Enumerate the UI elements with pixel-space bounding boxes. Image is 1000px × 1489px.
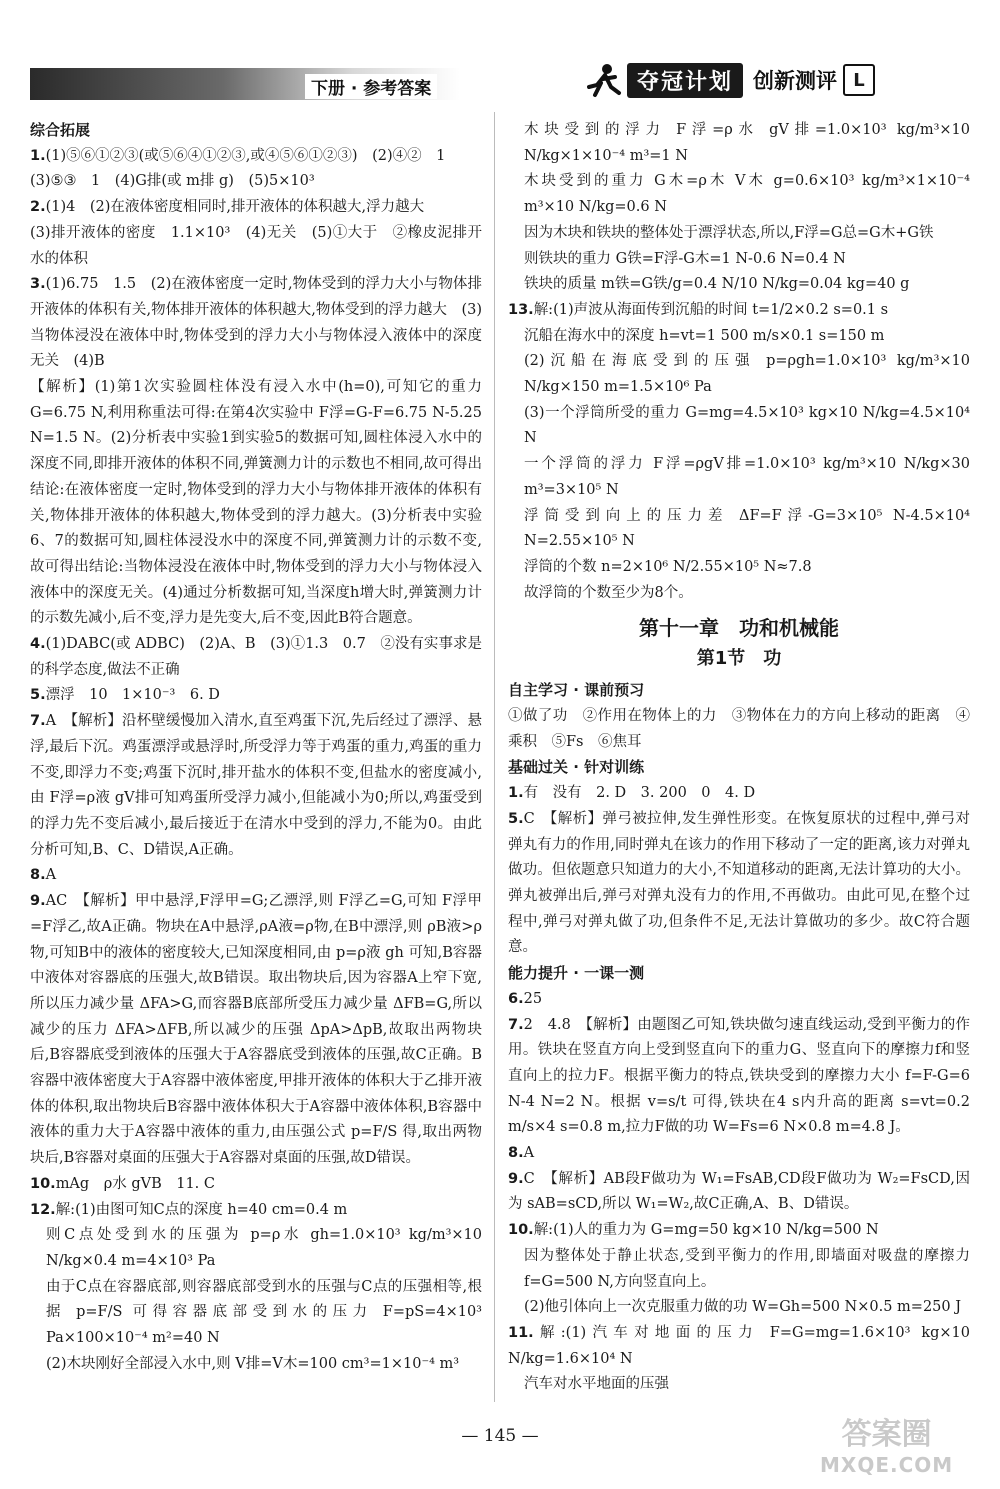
answer-item xyxy=(508,1013,970,1142)
answer-text: (1)⑤⑥①②③(或⑤⑥④①②③,或④⑤⑥①②③) (2)④② 1 xyxy=(45,147,446,164)
answer-number: 10. xyxy=(30,1175,56,1192)
answer-text: 解:(1)声波从海面传到沉船的时间 t=1/2×0.2 s=0.1 s xyxy=(533,301,889,318)
answer-item xyxy=(30,632,482,683)
answer-number: 1. xyxy=(30,147,46,164)
answer-text: C 【解析】弹弓被拉伸,发生弹性形变。在恢复原状的过程中,弹弓对弹丸有力的作用,同时弹丸在该力的作用下移动了一定的距离,该力对弹丸做功。但依题意只知道力的大小,不知道移动的距离,无法计算功的大小。弹丸被弹出后,弹弓对弹丸没有力的作用,不再做功。由此可见,在整个过程中,弹弓对弹丸做了功,但条件不足,无法计算做功的多少。故C符合题意。 xyxy=(508,810,970,956)
answer-item xyxy=(508,1218,970,1244)
answer-text: mAg ρ水 gVB 11. C xyxy=(55,1175,215,1192)
answer-number: 12. xyxy=(30,1201,56,1218)
answer-item xyxy=(508,987,970,1013)
runner-logo-icon xyxy=(585,61,623,99)
answer-number: 9. xyxy=(508,1170,524,1187)
section-heading: 基础过关 · 针对训练 xyxy=(508,758,645,777)
answer-number: 6. xyxy=(508,990,524,1007)
answer-item xyxy=(30,683,482,709)
answer-text: A 【解析】沿杯壁缓慢加入清水,直至鸡蛋下沉,先后经过了漂浮、悬浮,最后下沉。鸡蛋漂浮或悬浮时,所受浮力等于鸡蛋的重力,鸡蛋的重力不变,即浮力不变;鸡蛋下沉时,排开盐水的体积不变,但盐水的密度减小,由 F浮=ρ液 gV排可知鸡蛋所受浮力减小,但能减小为0;所以,鸡蛋受到的浮力先不变后减小,最后接近于在清水中受到的浮力,不能为0。由此分析可知,B、C、D错误,A正确。 xyxy=(30,713,482,858)
answer-number: 10. xyxy=(508,1222,534,1239)
answer-continuation: (3)一个浮筒所受的重力 G=mg=4.5×10³ kg×10 N/kg=4.5×10⁴ N xyxy=(524,404,970,447)
answer-item xyxy=(30,889,482,1172)
watermark-text: 答案圈 xyxy=(841,1417,932,1452)
answer-item xyxy=(30,863,482,889)
column-divider xyxy=(494,112,495,1402)
chapter-title: 第十一章 功和机械能 xyxy=(639,616,839,641)
brand-logo xyxy=(585,60,875,100)
answer-text: 有 没有 2. D 3. 200 0 4. D xyxy=(523,785,756,802)
answer-number: 2. xyxy=(30,199,46,216)
watermark-url: MXQE.COM xyxy=(820,1453,954,1477)
answer-item xyxy=(508,1141,970,1167)
answer-text: A xyxy=(523,1145,535,1162)
section-heading: 能力提升 · 一课一测 xyxy=(508,964,645,983)
answer-item xyxy=(508,298,970,324)
answer-item xyxy=(30,709,482,863)
answer-number: 7. xyxy=(30,713,46,730)
answer-number: 11. xyxy=(508,1324,534,1341)
answer-continuation: 沉船在海水中的深度 h=vt=1 500 m/s×0.1 s=150 m xyxy=(524,327,885,344)
answer-text: 解:(1)人的重力为 G=mg=50 kg×10 N/kg=500 N xyxy=(533,1222,879,1239)
section-heading: 自主学习 · 课前预习 xyxy=(508,681,645,700)
answer-continuation: 铁块的质量 m铁=G铁/g=0.4 N/10 N/kg=0.04 kg=40 g xyxy=(524,276,910,293)
answer-item xyxy=(30,144,482,170)
answer-continuation: 汽车对水平地面的压强 xyxy=(524,1376,669,1393)
answer-text: 25 xyxy=(523,990,543,1007)
answer-number: 1. xyxy=(508,785,524,802)
answer-continuation: 一个浮筒的浮力 F浮=ρgV排=1.0×10³ kg/m³×10 N/kg×30 m³=3×10⁵ N xyxy=(524,456,970,498)
answer-text: A xyxy=(45,867,57,884)
answer-continuation: 浮筒受到向上的压力差 ΔF=F浮-G=3×10⁵ N-4.5×10⁴ N=2.55×10⁵ N xyxy=(524,507,970,550)
answer-continuation: (2)木块刚好全部浸入水中,则 V排=V木=100 cm³=1×10⁻⁴ m³ xyxy=(46,1355,460,1372)
answer-text: 漂浮 10 1×10⁻³ 6. D xyxy=(45,687,220,704)
answer-number: 8. xyxy=(508,1145,524,1162)
answer-text: 解:(1)汽车对地面的压力 F=G=mg=1.6×10³ kg×10 N/kg=1.6×10⁴ N xyxy=(508,1324,970,1367)
section-title: 第1节 功 xyxy=(696,648,782,670)
page-header-title: 下册 · 参考答案 xyxy=(305,74,437,99)
answer-number: 8. xyxy=(30,867,46,884)
answer-item xyxy=(30,195,482,221)
answer-item xyxy=(508,1167,970,1218)
answer-continuation: 由于C点在容器底部,则容器底部受到水的压强与C点的压强相等,根据 p=F/S 可得容器底部受到水的压力 F=pS=4×10³ Pa×100×10⁻⁴ m²=40 N xyxy=(46,1278,482,1347)
answer-text: AC 【解析】甲中悬浮,F浮甲=G;乙漂浮,则 F浮乙=G,可知 F浮甲=F浮乙,故A正确。物块在A中悬浮,ρA液=ρ物,在B中漂浮,则 ρB液>ρ物,可知B中的液体的密度较大,已知深度相同,由 p=ρ液 gh 可知,B容器中液体对容器底的压强大,故B错误。取出物块后,因为容器A上窄下宽,所以压力减少量 ΔFA>G,而容器B底部所受压力减少量 ΔFB=G,所以减少的压力 ΔFA>ΔFB,所以减少的压强 ΔpA>ΔpB,故取出两物块后,B容器底受到液体的压强大于A容器底受到液体的压强,故C正确。B容器中液体密度大于A容器中液体密度,甲排开液体的体积大于乙排开液体的体积,取出物块后B容器中液体体积大于A容器中液体体积,B容器中液体的重力大于A容器中液体的重力,由压强公式 p=F/S 得,取出两物块后,B容器对桌面的压强大于A容器对桌面的压强,故D错误。 xyxy=(30,893,482,1167)
answer-continuation: 故浮筒的个数至少为8个。 xyxy=(524,584,693,601)
answer-text: (1)6.75 1.5 (2)在液体密度一定时,物体受到的浮力大小与物体排开液体的体积有关,物体排开液体的体积越大,物体受到的浮力越大 (3)当物体浸没在液体中时,物体受到的浮力大小与物体浸入液体中的深度无关 (4)B xyxy=(30,276,482,370)
answer-item xyxy=(508,1321,970,1372)
answer-line: 【解析】(1)第1次实验圆柱体没有浸入水中(h=0),可知它的重力 G=6.75 N,利用称重法可得:在第4次实验中 F浮=G-F=6.75 N-5.25 N=1.5 N。(2)分析表中实验1到实验5的数据可知,圆柱体浸入水中的深度不同,即排开液体的体积不同,弹簧测力计的示数也不相同,故可得出结论:在液体密度一定时,物体受到的浮力大小与物体排开液体的体积有关,物体排开液体的体积越大,物体受到的浮力越大。(3)分析表中实验6、7的数据可知,圆柱体浸没水中的深度不同,弹簧测力计的示数不变,故可得出结论:当物体浸没在液体中时,物体受到的浮力大小与物体浸入液体中的深度无关。(4)通过分析数据可知,当深度h增大时,弹簧测力计的示数先减小,后不变,浮力是先变大,后不变,因此B符合题意。 xyxy=(30,379,482,627)
right-column xyxy=(508,118,970,1398)
edition-badge: L xyxy=(843,64,875,96)
section-heading: 综合拓展 xyxy=(30,121,91,139)
answer-continuation: 木块受到的浮力 F浮=ρ水 gV排=1.0×10³ kg/m³×10 N/kg×1×10⁻⁴ m³=1 N xyxy=(524,122,970,164)
answer-continuation: 浮筒的个数 n=2×10⁶ N/2.55×10⁵ N≈7.8 xyxy=(524,558,812,575)
answer-continuation: (2)他引体向上一次克服重力做的功 W=Gh=500 N×0.5 m=250 J xyxy=(524,1299,962,1316)
answer-item xyxy=(30,1172,482,1198)
answer-number: 3. xyxy=(30,276,46,293)
answer-continuation: (2)沉船在海底受到的压强 p=ρgh=1.0×10³ kg/m³×10 N/kg×150 m=1.5×10⁶ Pa xyxy=(524,353,970,396)
brand-subtitle: 创新测评 xyxy=(753,69,838,93)
answer-text: (1)4 (2)在液体密度相同时,排开液体的体积越大,浮力越大 xyxy=(45,199,425,216)
answer-text: C 【解析】AB段F做功为 W₁=FsAB,CD段F做功为 W₂=FsCD,因为 sAB=sCD,所以 W₁=W₂,故C正确,A、B、D错误。 xyxy=(508,1170,970,1213)
watermark xyxy=(820,1417,954,1480)
answer-line: ①做了功 ②作用在物体上的力 ③物体在力的方向上移动的距离 ④乘积 ⑤Fs ⑥焦耳 xyxy=(508,708,970,750)
answer-number: 9. xyxy=(30,893,46,910)
page-number: — 145 — xyxy=(461,1426,539,1446)
answer-item xyxy=(30,272,482,375)
left-column xyxy=(30,118,482,1377)
answer-text: 2 4.8 【解析】由题图乙可知,铁块做匀速直线运动,受到平衡力的作用。铁块在竖直方向上受到竖直向下的重力G、竖直向下的摩擦力f和竖直向上的拉力F。根据平衡力的特点,铁块受到的摩擦力大小 f=F-G=6 N-4 N=2 N。根据 v=s/t 可得,铁块在4 s内升高的距离 s=vt=0.2 m/s×4 s=0.8 m,拉力F做的功 W=Fs=6 N×0.8 m=4.8 J。 xyxy=(508,1016,970,1136)
answer-line: (3)排开液体的密度 1.1×10³ (4)无关 (5)①大于 ②橡皮泥排开水的体积 xyxy=(30,224,482,267)
answer-number: 4. xyxy=(30,636,46,653)
answer-continuation: 因为整体处于静止状态,受到平衡力的作用,即墙面对吸盘的摩擦力 f=G=500 N,方向竖直向上。 xyxy=(524,1247,970,1290)
answer-item xyxy=(508,781,970,807)
answer-continuation: 木块受到的重力 G木=ρ木 V木 g=0.6×10³ kg/m³×1×10⁻⁴ m³×10 N/kg=0.6 N xyxy=(524,173,970,216)
answer-item xyxy=(30,1198,482,1224)
answer-number: 13. xyxy=(508,301,534,318)
answer-continuation: 则铁块的重力 G铁=F浮-G木=1 N-0.6 N=0.4 N xyxy=(524,250,846,267)
answer-continuation: 则C点处受到水的压强为 p=ρ水 gh=1.0×10³ kg/m³×10 N/kg×0.4 m=4×10³ Pa xyxy=(46,1227,482,1269)
answer-text: (1)DABC(或 ADBC) (2)A、B (3)①1.3 0.7 ②没有实事求是的科学态度,做法不正确 xyxy=(30,636,482,678)
answer-continuation: 因为木块和铁块的整体处于漂浮状态,所以,F浮=G总=G木+G铁 xyxy=(524,224,934,241)
answer-number: 5. xyxy=(508,810,524,827)
answer-item xyxy=(508,807,970,961)
answer-number: 5. xyxy=(30,687,46,704)
answer-number: 7. xyxy=(508,1016,524,1033)
brand-name: 夺冠计划 xyxy=(627,63,743,98)
answer-line: (3)⑤③ 1 (4)G排(或 m排 g) (5)5×10³ xyxy=(30,173,315,190)
answer-text: 解:(1)由图可知C点的深度 h=40 cm=0.4 m xyxy=(55,1201,348,1218)
